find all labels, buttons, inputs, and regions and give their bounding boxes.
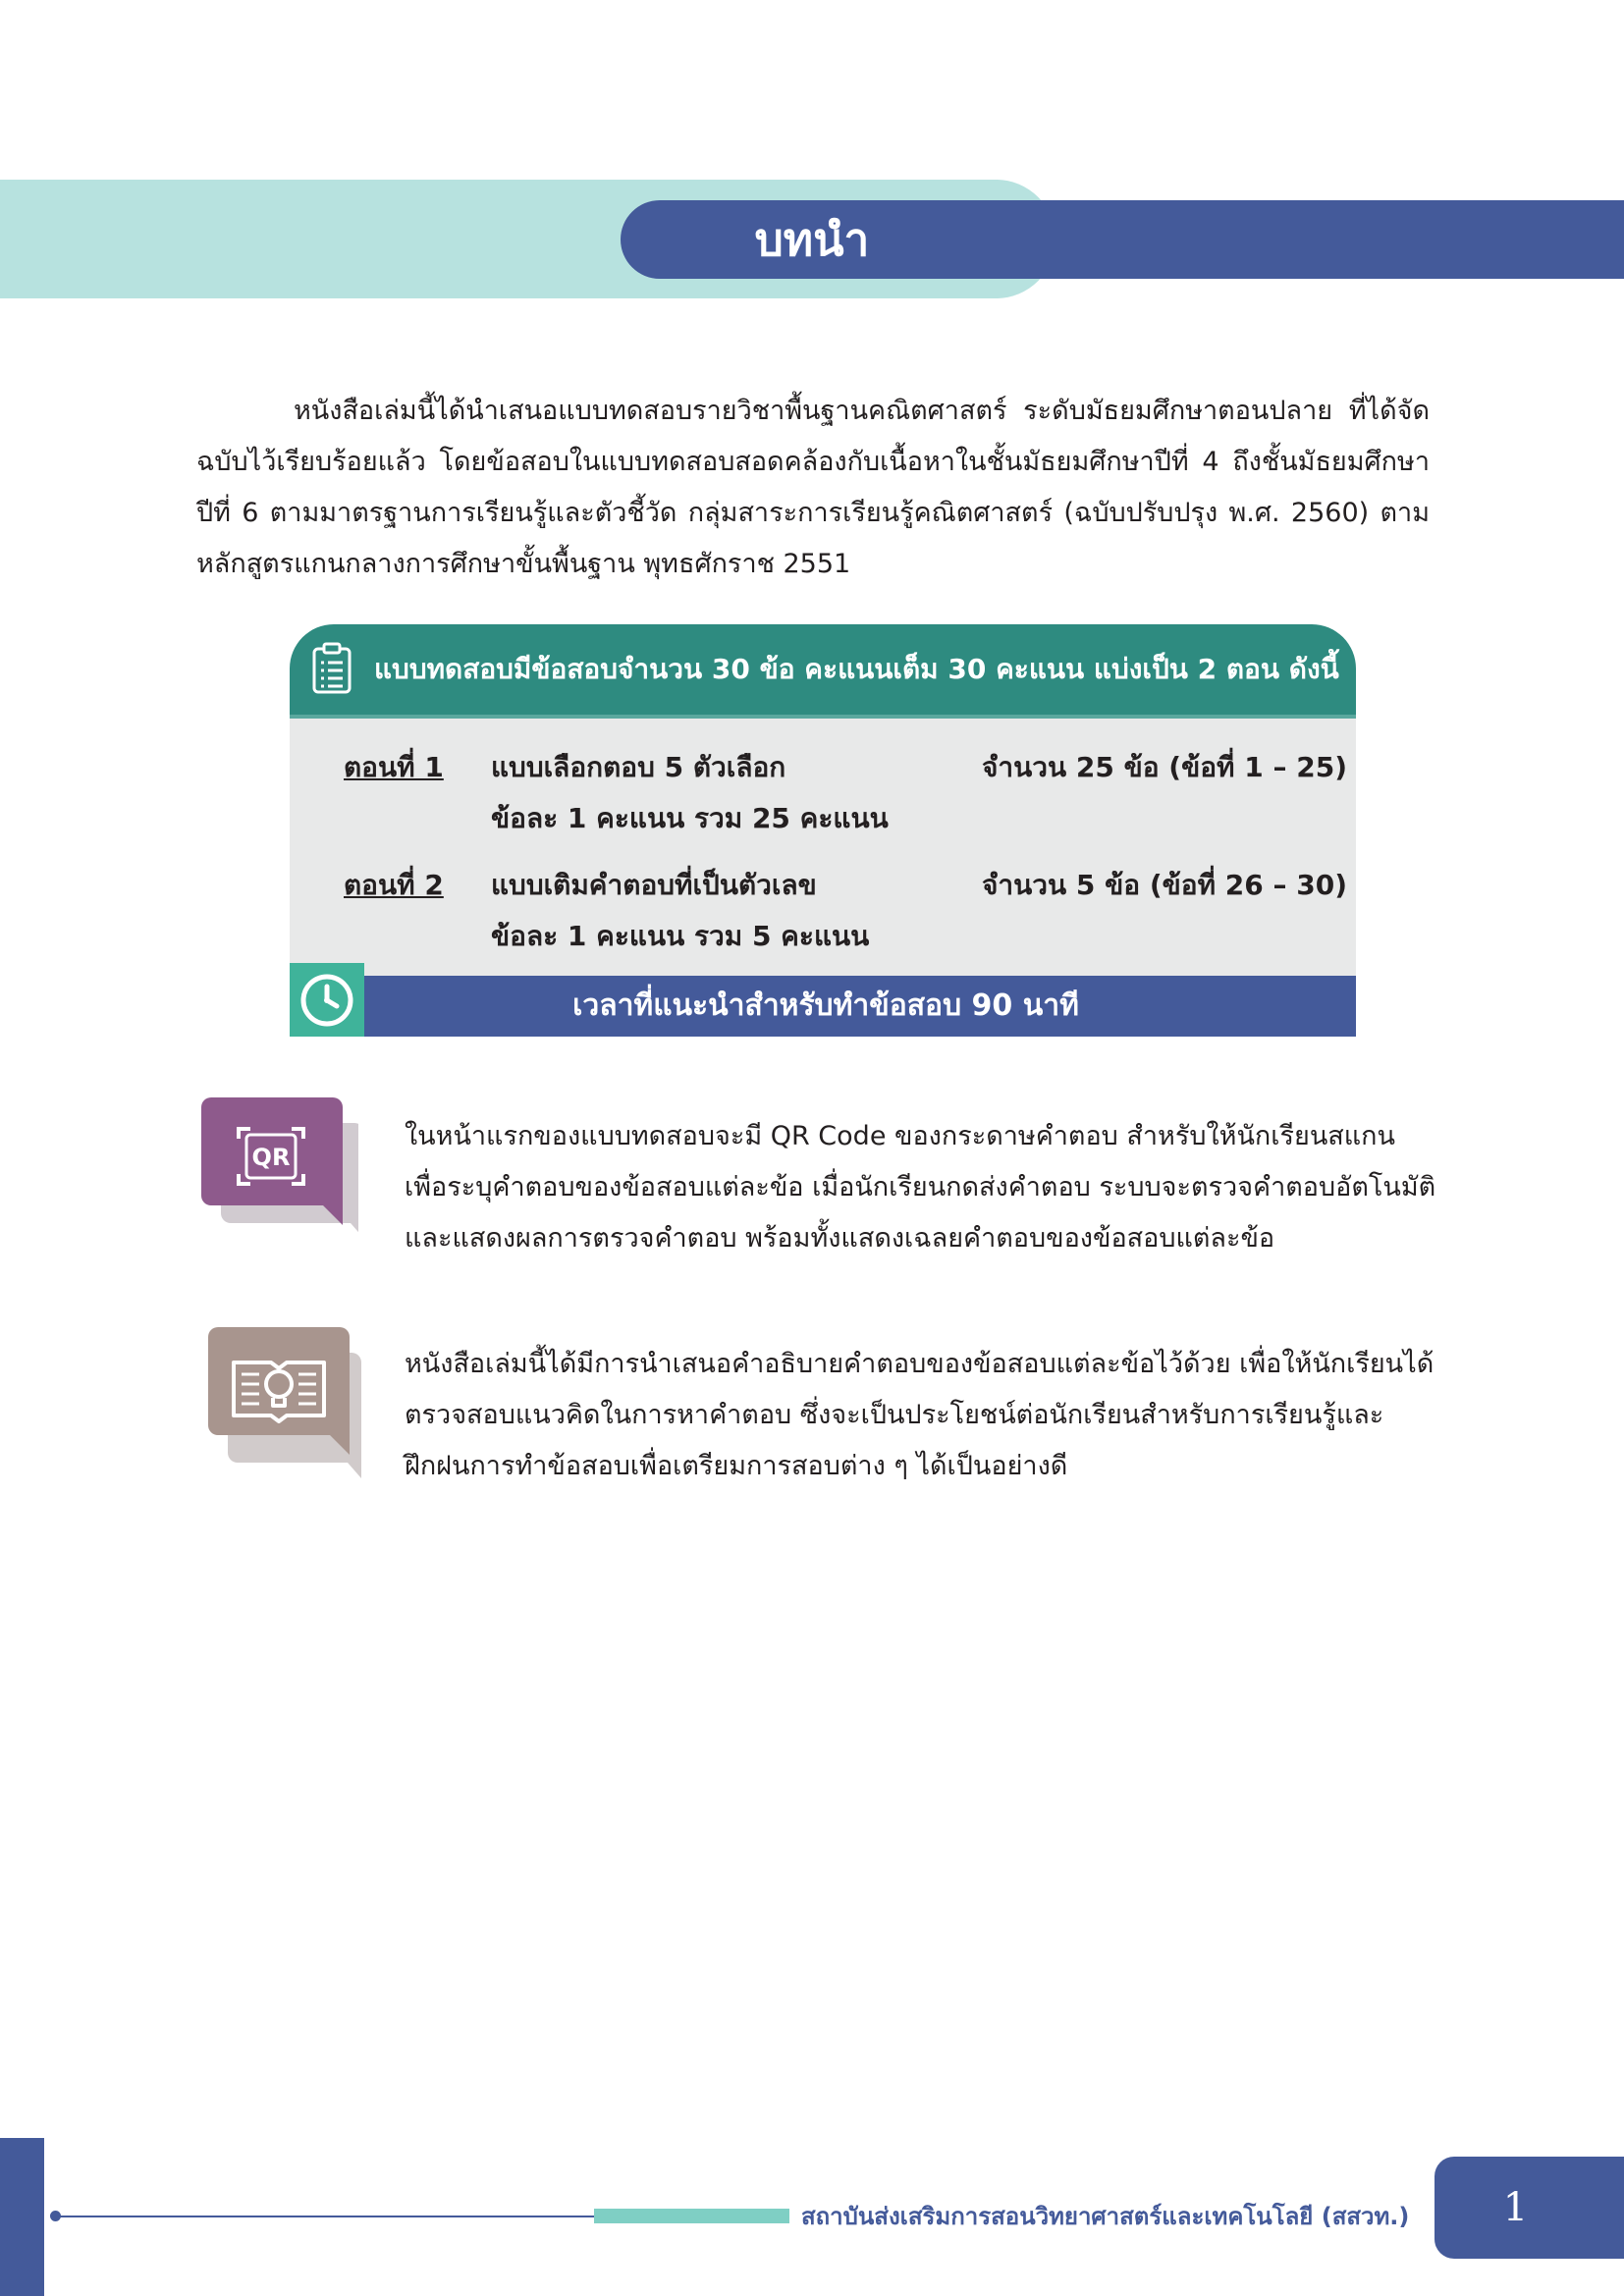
part-2-label: ตอนที่ 2: [344, 869, 444, 901]
qr-callout-line: เพื่อระบุคำตอบของข้อสอบแต่ละข้อ เมื่อนักเรียนกดส่งคำตอบ ระบบจะตรวจคำตอบอัตโนมัติ: [405, 1172, 1436, 1202]
intro-paragraph: หนังสือเล่มนี้ได้นำเสนอแบบทดสอบรายวิชาพื้นฐานคณิตศาสตร์ ระดับมัธยมศึกษาตอนปลาย ที่ได้จัดฉบับไว้เรียบร้อยแล้ว โดยข้อสอบในแบบทดสอบสอดคล้องกับเนื้อหาในชั้นมัธยมศึกษาปีที่ 4 ถึงชั้นมัธยมศึกษาปีที่ 6 ตามมาตรฐานการเรียนรู้และตัวชี้วัด กลุ่มสาระการเรียนรู้คณิตศาสตร์ (ฉบับปรับปรุง พ.ศ. 2560) ตามหลักสูตรแกนกลางการศึกษาขั้นพื้นฐาน พุทธศักราช 2551: [196, 396, 1430, 579]
book-callout-text: [405, 1339, 1434, 1492]
time-bar: [364, 976, 1356, 1037]
book-callout-line: ฝึกฝนการทำข้อสอบเพื่อเตรียมการสอบต่าง ๆ ได้เป็นอย่างดี: [405, 1451, 1068, 1481]
part-1-type: แบบเลือกตอบ 5 ตัวเลือก: [491, 751, 786, 783]
part-1-score: ข้อละ 1 คะแนน รวม 25 คะแนน: [491, 802, 889, 834]
footer-accent: [594, 2209, 789, 2223]
page-number: 1: [1502, 2185, 1529, 2230]
page-title: บทนำ: [754, 213, 870, 266]
footer-organization: สถาบันส่งเสริมการสอนวิทยาศาสตร์และเทคโนโลยี (สสวท.): [801, 2203, 1410, 2230]
part-2-type: แบบเติมคำตอบที่เป็นตัวเลข: [491, 869, 817, 901]
qr-callout-line: ในหน้าแรกของแบบทดสอบจะมี QR Code ของกระดาษคำตอบ สำหรับให้นักเรียนสแกน: [405, 1121, 1395, 1151]
exam-info-header: [290, 624, 1356, 715]
footer-line: [59, 2216, 594, 2217]
exam-summary-text: แบบทดสอบมีข้อสอบจำนวน 30 ข้อ คะแนนเต็ม 30 คะแนน แบ่งเป็น 2 ตอน ดังนี้: [374, 653, 1339, 685]
book-callout-line: ตรวจสอบแนวคิดในการหาคำตอบ ซึ่งจะเป็นประโยชน์ต่อนักเรียนสำหรับการเรียนรู้และ: [405, 1400, 1384, 1430]
book-callout-line: หนังสือเล่มนี้ได้มีการนำเสนอคำอธิบายคำตอบของข้อสอบแต่ละข้อไว้ด้วย เพื่อให้นักเรียนได้: [405, 1349, 1435, 1379]
footer-side-bar: [0, 2138, 44, 2296]
part-1-count: จำนวน 25 ข้อ (ข้อที่ 1 – 25): [982, 751, 1347, 783]
qr-callout-line: และแสดงผลการตรวจคำตอบ พร้อมทั้งแสดงเฉลยคำตอบของข้อสอบแต่ละข้อ: [405, 1223, 1275, 1254]
svg-text:QR: QR: [251, 1144, 291, 1171]
book-lightbulb-icon: [208, 1327, 365, 1484]
part-2-score: ข้อละ 1 คะแนน รวม 5 คะแนน: [491, 920, 870, 952]
exam-parts: [290, 719, 1356, 976]
part-2-count: จำนวน 5 ข้อ (ข้อที่ 26 – 30): [982, 869, 1347, 901]
recommended-time-text: เวลาที่แนะนำสำหรับทำข้อสอบ 90 นาที: [572, 988, 1079, 1023]
clipboard-icon: [311, 642, 352, 695]
clock-icon: [298, 971, 356, 1030]
page-number-tab: [1435, 2157, 1624, 2259]
exam-info-box: [290, 624, 1356, 1037]
qr-callout-text: [405, 1111, 1435, 1264]
part-1-label: ตอนที่ 1: [344, 751, 444, 783]
qr-code-icon: [201, 1097, 358, 1255]
clock-tile: [290, 963, 364, 1037]
